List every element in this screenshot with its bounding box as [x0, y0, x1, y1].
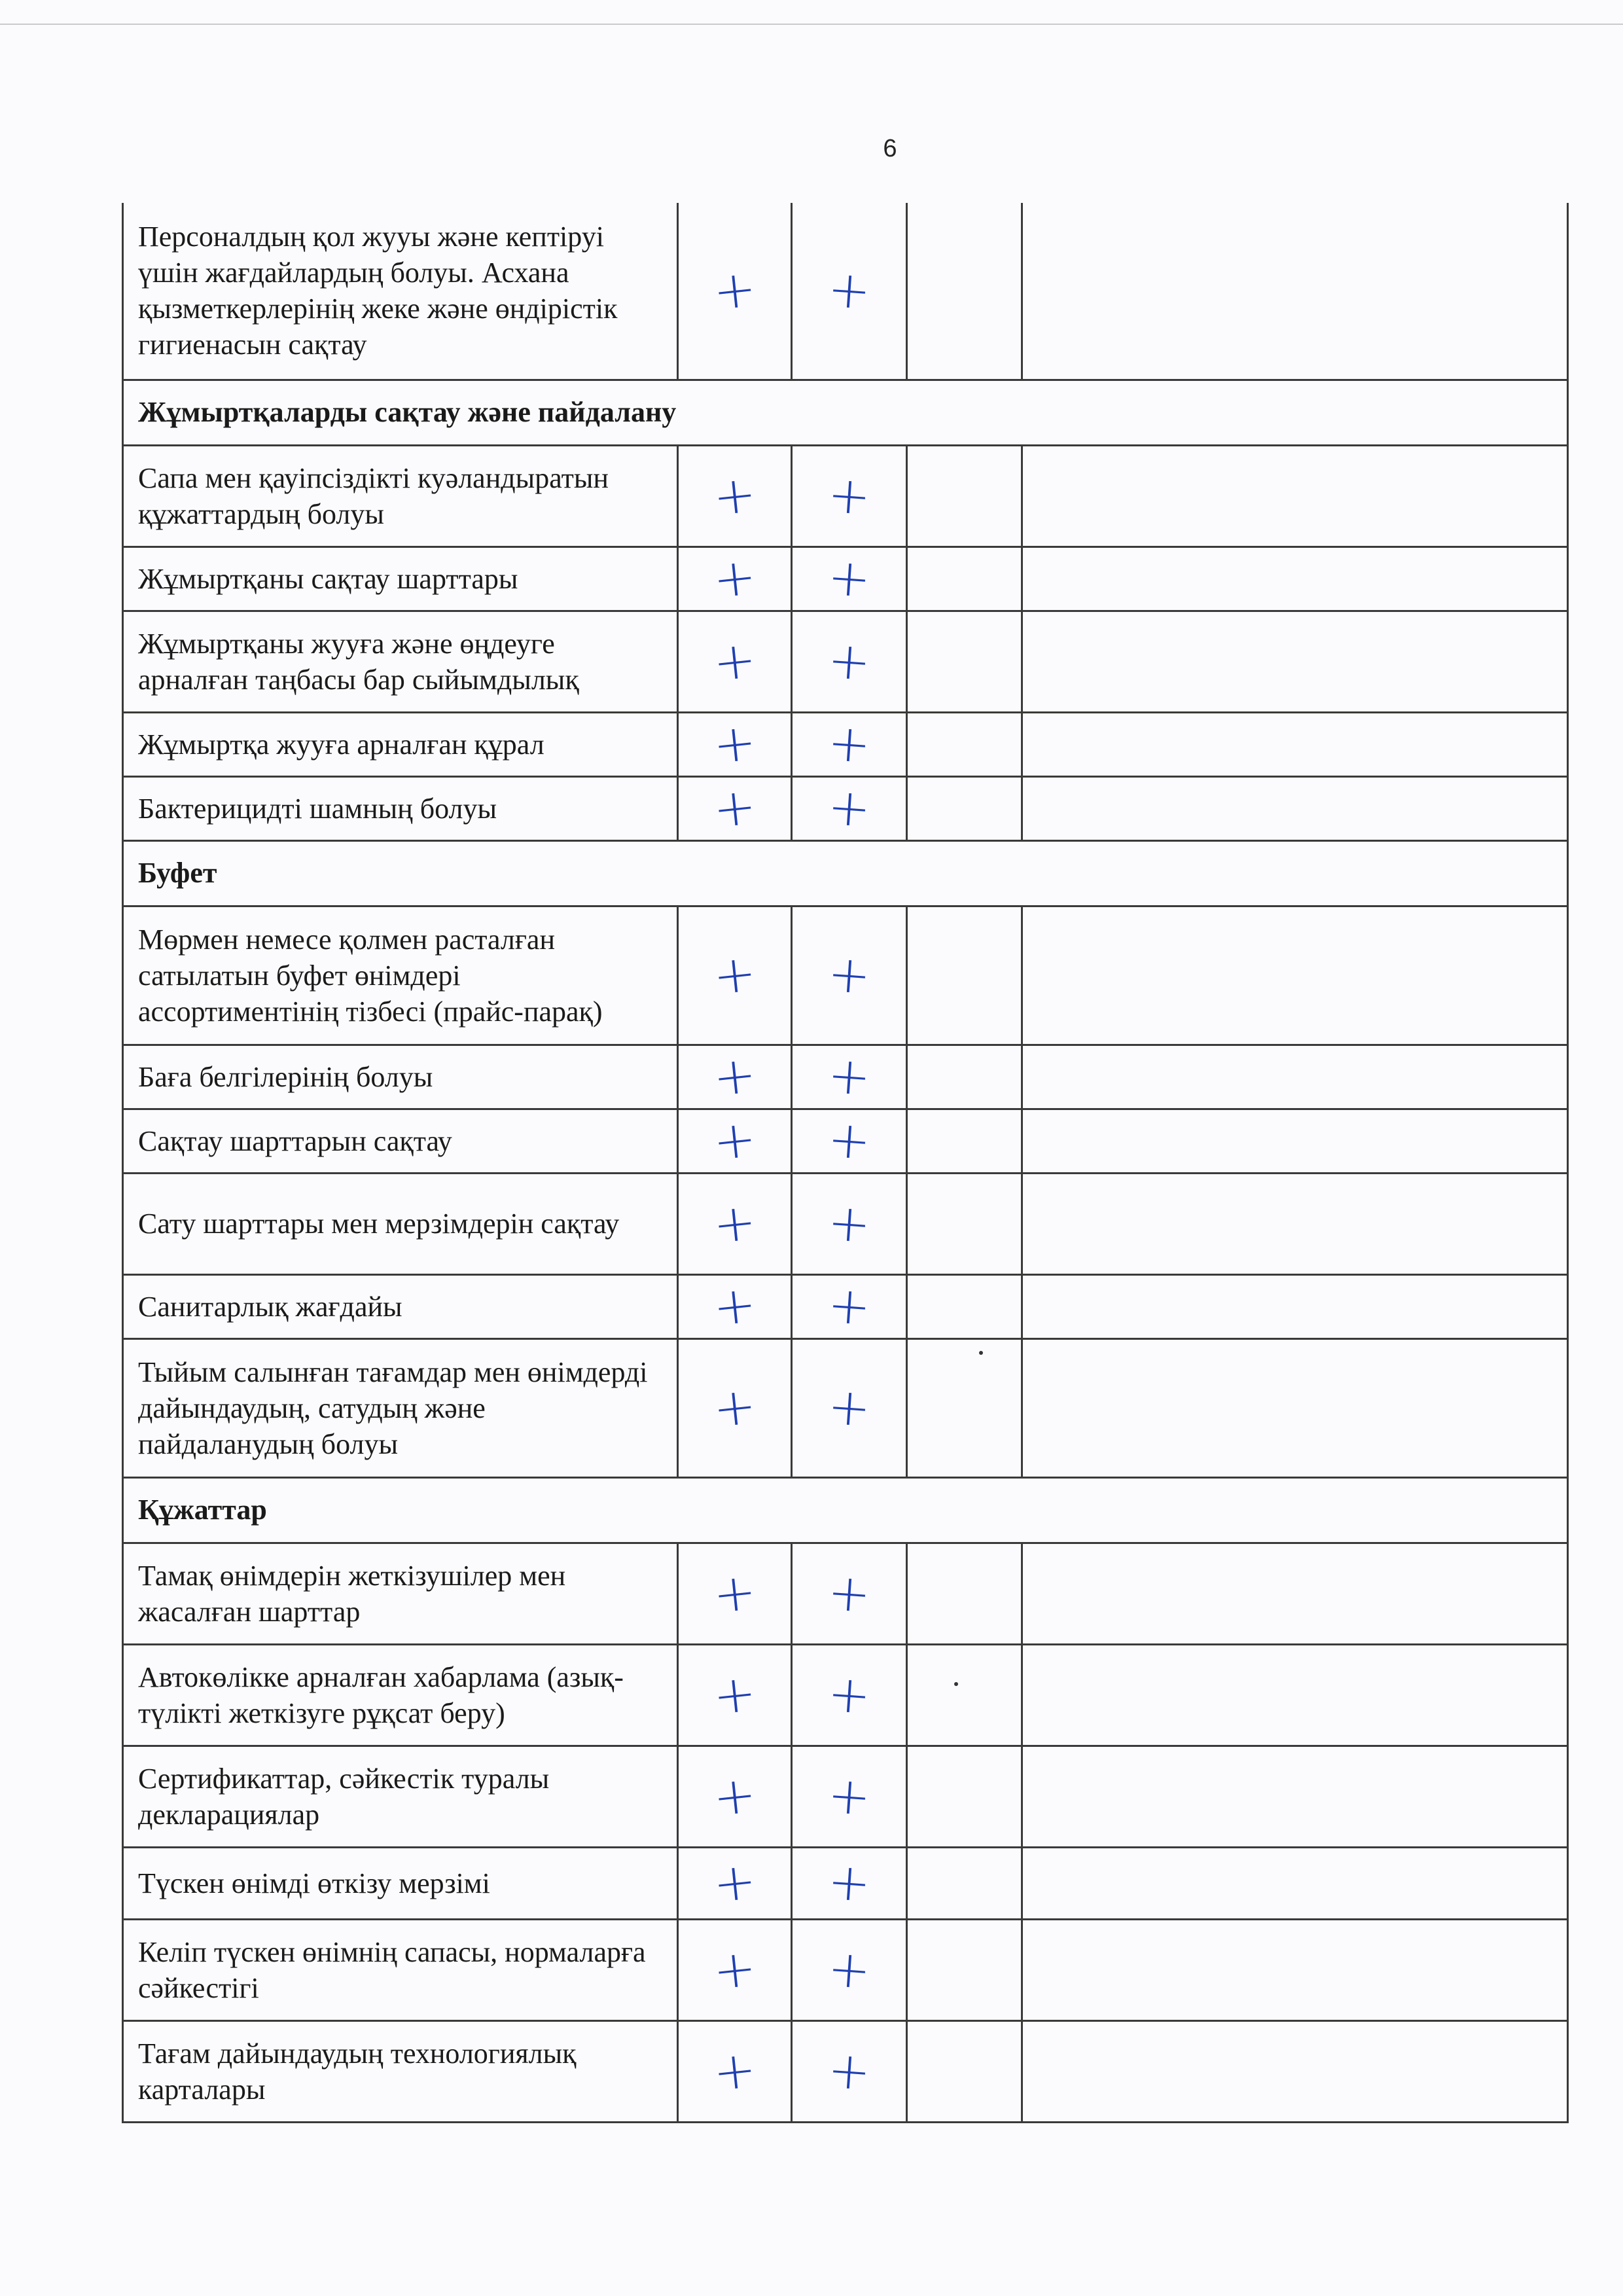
handwritten-plus-mark: + [710, 2039, 759, 2103]
check-cell-2 [792, 1543, 907, 1644]
handwritten-plus-mark: + [710, 943, 759, 1007]
check-cell-1 [678, 203, 792, 380]
check-cell-1 [678, 1109, 792, 1173]
table-row [123, 1045, 1568, 1109]
check-cell-3 [907, 611, 1022, 712]
check-cell-2 [792, 2020, 907, 2122]
requirement-text: Жұмыртқа жууға арналған құрал [123, 712, 678, 776]
check-cell-2 [792, 1173, 907, 1274]
note-cell [1022, 1109, 1568, 1173]
table-row [123, 611, 1568, 712]
handwritten-plus-mark: + [710, 776, 759, 840]
handwritten-plus-mark: + [710, 1938, 759, 2001]
check-cell-3 [907, 1045, 1022, 1109]
note-cell [1022, 1644, 1568, 1746]
check-cell-1 [678, 1543, 792, 1644]
handwritten-plus-mark: + [825, 630, 873, 692]
handwritten-plus-mark: + [825, 777, 873, 840]
requirement-text: Түскен өнімді өткізу мерзімі [123, 1847, 678, 1919]
note-cell [1022, 547, 1568, 611]
requirement-text: Сату шарттары мен мерзімдерін сақтау [123, 1173, 678, 1274]
check-cell-3 [907, 547, 1022, 611]
note-cell [1022, 776, 1568, 840]
check-cell-2 [792, 1746, 907, 1847]
handwritten-plus-mark: + [825, 1376, 873, 1439]
note-cell [1022, 1919, 1568, 2020]
check-cell-2 [792, 611, 907, 712]
check-cell-3 [907, 1919, 1022, 2020]
requirement-text: Баға белгілерінің болуы [123, 1045, 678, 1109]
handwritten-plus-mark: + [710, 1192, 759, 1255]
check-cell-2 [792, 1644, 907, 1746]
note-cell [1022, 445, 1568, 547]
table-row [123, 776, 1568, 840]
handwritten-plus-mark: + [825, 547, 873, 610]
requirement-text: Бактерицидті шамның болуы [123, 776, 678, 840]
note-cell [1022, 1045, 1568, 1109]
check-cell-3 [907, 1173, 1022, 1274]
section-title: Буфет [123, 840, 1568, 906]
note-cell [1022, 1746, 1568, 1847]
check-cell-3 [907, 1847, 1022, 1919]
check-cell-2 [792, 1109, 907, 1173]
check-cell-3 [907, 203, 1022, 380]
handwritten-plus-mark: + [825, 1109, 873, 1172]
requirement-text: Тамақ өнімдерін жеткізушілер мен жасалған шарттар [123, 1543, 678, 1644]
table-row [123, 445, 1568, 547]
note-cell [1022, 1543, 1568, 1644]
check-cell-3 [907, 1746, 1022, 1847]
section-header-row [123, 1477, 1568, 1543]
requirement-text: Келіп түскен өнімнің сапасы, нормаларға сәйкестігі [123, 1919, 678, 2020]
requirement-text: Жұмыртқаны сақтау шарттары [123, 547, 678, 611]
handwritten-plus-mark: + [825, 2040, 873, 2102]
handwritten-plus-mark: + [825, 260, 873, 322]
check-cell-2 [792, 203, 907, 380]
handwritten-plus-mark: + [825, 944, 873, 1007]
handwritten-plus-mark: + [825, 1852, 873, 1914]
check-cell-2 [792, 906, 907, 1045]
check-cell-2 [792, 712, 907, 776]
handwritten-plus-mark: + [710, 1109, 759, 1173]
check-cell-1 [678, 547, 792, 611]
handwritten-plus-mark: + [710, 1045, 759, 1109]
section-header-row [123, 840, 1568, 906]
check-cell-3 [907, 1543, 1022, 1644]
requirement-text: Санитарлық жағдайы [123, 1274, 678, 1338]
handwritten-plus-mark: + [825, 1664, 873, 1726]
handwritten-plus-mark: + [710, 1562, 759, 1625]
table-row [123, 2020, 1568, 2122]
note-cell [1022, 611, 1568, 712]
scan-speck [979, 1351, 983, 1355]
check-cell-1 [678, 445, 792, 547]
check-cell-3 [907, 2020, 1022, 2122]
note-cell [1022, 1847, 1568, 1919]
check-cell-2 [792, 445, 907, 547]
check-cell-3 [907, 776, 1022, 840]
check-cell-3 [907, 1644, 1022, 1746]
table-row [123, 712, 1568, 776]
check-cell-1 [678, 2020, 792, 2122]
table-row [123, 1338, 1568, 1477]
handwritten-plus-mark: + [710, 1376, 759, 1440]
handwritten-plus-mark: + [710, 547, 759, 611]
table-row [123, 1919, 1568, 2020]
check-cell-2 [792, 776, 907, 840]
check-cell-2 [792, 1274, 907, 1338]
handwritten-plus-mark: + [710, 712, 759, 776]
check-cell-2 [792, 1338, 907, 1477]
table-row [123, 1274, 1568, 1338]
table-row [123, 1543, 1568, 1644]
check-cell-1 [678, 1045, 792, 1109]
check-cell-1 [678, 1644, 792, 1746]
table-row [123, 1746, 1568, 1847]
requirement-text: Сапа мен қауіпсіздікті куәландыратын құжаттардың болуы [123, 445, 678, 547]
handwritten-plus-mark: + [825, 1562, 873, 1624]
handwritten-plus-mark: + [825, 465, 873, 527]
requirement-text: Тағам дайындаудың технологиялық карталары [123, 2020, 678, 2122]
handwritten-plus-mark: + [825, 1939, 873, 2001]
table-row [123, 1109, 1568, 1173]
check-cell-3 [907, 445, 1022, 547]
note-cell [1022, 712, 1568, 776]
check-cell-3 [907, 906, 1022, 1045]
requirement-text: Автокөлікке арналған хабарлама (азық-түлікті жеткізуге рұқсат беру) [123, 1644, 678, 1746]
handwritten-plus-mark: + [825, 1275, 873, 1338]
handwritten-plus-mark: + [710, 1663, 759, 1727]
check-cell-1 [678, 611, 792, 712]
note-cell [1022, 1173, 1568, 1274]
handwritten-plus-mark: + [825, 713, 873, 776]
table-row [123, 906, 1568, 1045]
note-cell [1022, 1274, 1568, 1338]
check-cell-2 [792, 1045, 907, 1109]
check-cell-3 [907, 1338, 1022, 1477]
check-cell-1 [678, 1274, 792, 1338]
check-cell-1 [678, 906, 792, 1045]
inspection-checklist-table [122, 203, 1569, 2123]
requirement-text: Сертификаттар, сәйкестік туралы декларациялар [123, 1746, 678, 1847]
note-cell [1022, 2020, 1568, 2122]
section-title: Құжаттар [123, 1477, 1568, 1543]
check-cell-2 [792, 1919, 907, 2020]
check-cell-1 [678, 1338, 792, 1477]
page-number: 6 [883, 135, 897, 162]
scan-speck [954, 1682, 958, 1686]
requirement-text: Персоналдың қол жууы және кептіруі үшін жағдайлардың болуы. Асхана қызметкерлерінің жеке және өндірістік гигиенасын сақтау [123, 203, 678, 380]
requirement-text: Сақтау шарттарын сақтау [123, 1109, 678, 1173]
check-cell-1 [678, 1173, 792, 1274]
requirement-text: Жұмыртқаны жууға және өңдеуге арналған таңбасы бар сыйымдылық [123, 611, 678, 712]
handwritten-plus-mark: + [710, 630, 759, 693]
section-header-row [123, 380, 1568, 445]
requirement-text: Тыйым салынған тағамдар мен өнімдерді дайындаудың, сатудың және пайдаланудың болуы [123, 1338, 678, 1477]
handwritten-plus-mark: + [710, 464, 759, 528]
table-row [123, 203, 1568, 380]
checklist-body [123, 203, 1568, 2122]
check-cell-1 [678, 1847, 792, 1919]
check-cell-2 [792, 547, 907, 611]
check-cell-3 [907, 1109, 1022, 1173]
note-cell [1022, 906, 1568, 1045]
table-row [123, 547, 1568, 611]
table-row [123, 1847, 1568, 1919]
requirement-text: Мөрмен немесе қолмен расталған сатылатын буфет өнімдері ассортиментінің тізбесі (прайс-парақ) [123, 906, 678, 1045]
scan-edge-line [0, 24, 1623, 25]
check-cell-1 [678, 1746, 792, 1847]
table-row [123, 1644, 1568, 1746]
note-cell [1022, 203, 1568, 380]
check-cell-1 [678, 712, 792, 776]
handwritten-plus-mark: + [825, 1193, 873, 1255]
check-cell-1 [678, 1919, 792, 2020]
handwritten-plus-mark: + [710, 1274, 759, 1338]
handwritten-plus-mark: + [825, 1765, 873, 1827]
check-cell-3 [907, 1274, 1022, 1338]
check-cell-2 [792, 1847, 907, 1919]
table-row [123, 1173, 1568, 1274]
section-title: Жұмыртқаларды сақтау және пайдалану [123, 380, 1568, 445]
note-cell [1022, 1338, 1568, 1477]
handwritten-plus-mark: + [825, 1045, 873, 1108]
handwritten-plus-mark: + [710, 1765, 759, 1828]
handwritten-plus-mark: + [710, 259, 759, 323]
check-cell-1 [678, 776, 792, 840]
handwritten-plus-mark: + [710, 1851, 759, 1915]
check-cell-3 [907, 712, 1022, 776]
